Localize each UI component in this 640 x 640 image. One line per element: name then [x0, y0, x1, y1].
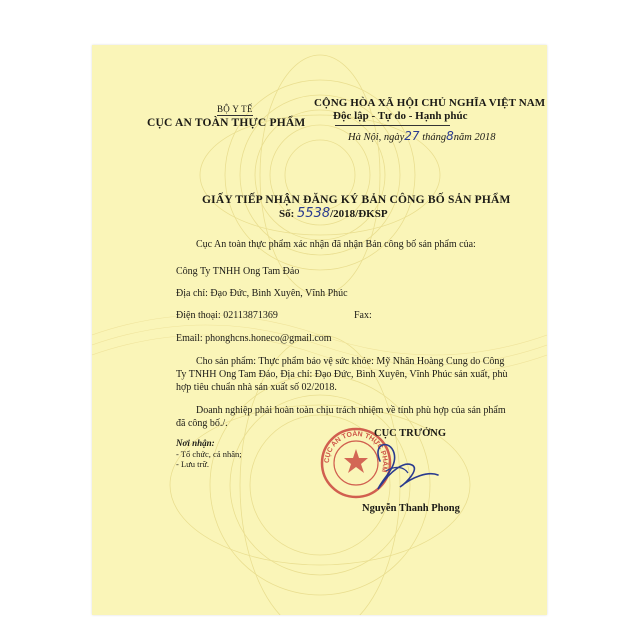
responsibility-line-2: đã công bố./. [176, 418, 228, 429]
document-title: GIẤY TIẾP NHẬN ĐĂNG KÝ BẢN CÔNG BỐ SẢN PHẨM [202, 194, 511, 206]
email-text: Email: phonghcns.honeco@gmail.com [176, 333, 332, 344]
signatory-title: CỤC TRƯỞNG [374, 428, 447, 439]
document-number: Số: 5538/2018/ĐKSP [279, 206, 388, 221]
handwritten-signature [342, 431, 452, 506]
document-page [92, 45, 547, 615]
handwritten-number: 5538 [297, 206, 331, 221]
national-motto: Độc lập - Tự do - Hạnh phúc [333, 110, 468, 122]
handwritten-month: 8 [446, 129, 454, 143]
product-line-2: Ty TNHH Ong Tam Đảo, Địa chỉ: Đạo Đức, Bình Xuyên, Vĩnh Phúc sản xuất, phù [176, 369, 508, 380]
place-date: Hà Nội, ngày27 tháng8năm 2018 [348, 129, 496, 143]
intro-text: Cục An toàn thực phẩm xác nhận đã nhận Bản công bố sản phẩm của: [196, 239, 476, 250]
address-text: Địa chỉ: Đạo Đức, Bình Xuyên, Vĩnh Phúc [176, 288, 348, 299]
svg-text:CỤC AN TOÀN THỰC PHẨM: CỤC AN TOÀN THỰC PHẨM [323, 430, 389, 473]
motto-underline [335, 125, 450, 126]
agency-name: CỤC AN TOÀN THỰC PHẨM [147, 117, 306, 129]
nation-title: CỘNG HÒA XÃ HỘI CHỦ NGHĨA VIỆT NAM [314, 97, 546, 109]
responsibility-line-1: Doanh nghiệp phải hoàn toàn chịu trách nhiệm về tính phù hợp của sản phẩm [196, 405, 506, 416]
handwritten-day: 27 [404, 129, 420, 143]
product-line-3: hợp tiêu chuẩn nhà sản xuất số 02/2018. [176, 382, 337, 393]
recipients-label: Nơi nhận: [176, 438, 215, 448]
ministry-name: BỘ Y TẾ [217, 104, 253, 114]
signatory-name: Nguyễn Thanh Phong [362, 503, 460, 514]
fax-text: Fax: [354, 310, 372, 321]
phone-text: Điện thoại: 02113871369 [176, 310, 278, 321]
product-line-1: Cho sản phẩm: Thực phẩm bảo vệ sức khỏe: Mỹ Nhân Hoàng Cung do Công [196, 356, 505, 367]
recipient-item: - Tổ chức, cá nhân; [176, 449, 242, 459]
recipient-item: - Lưu trữ. [176, 459, 210, 469]
company-name: Công Ty TNHH Ong Tam Đảo [176, 266, 300, 277]
